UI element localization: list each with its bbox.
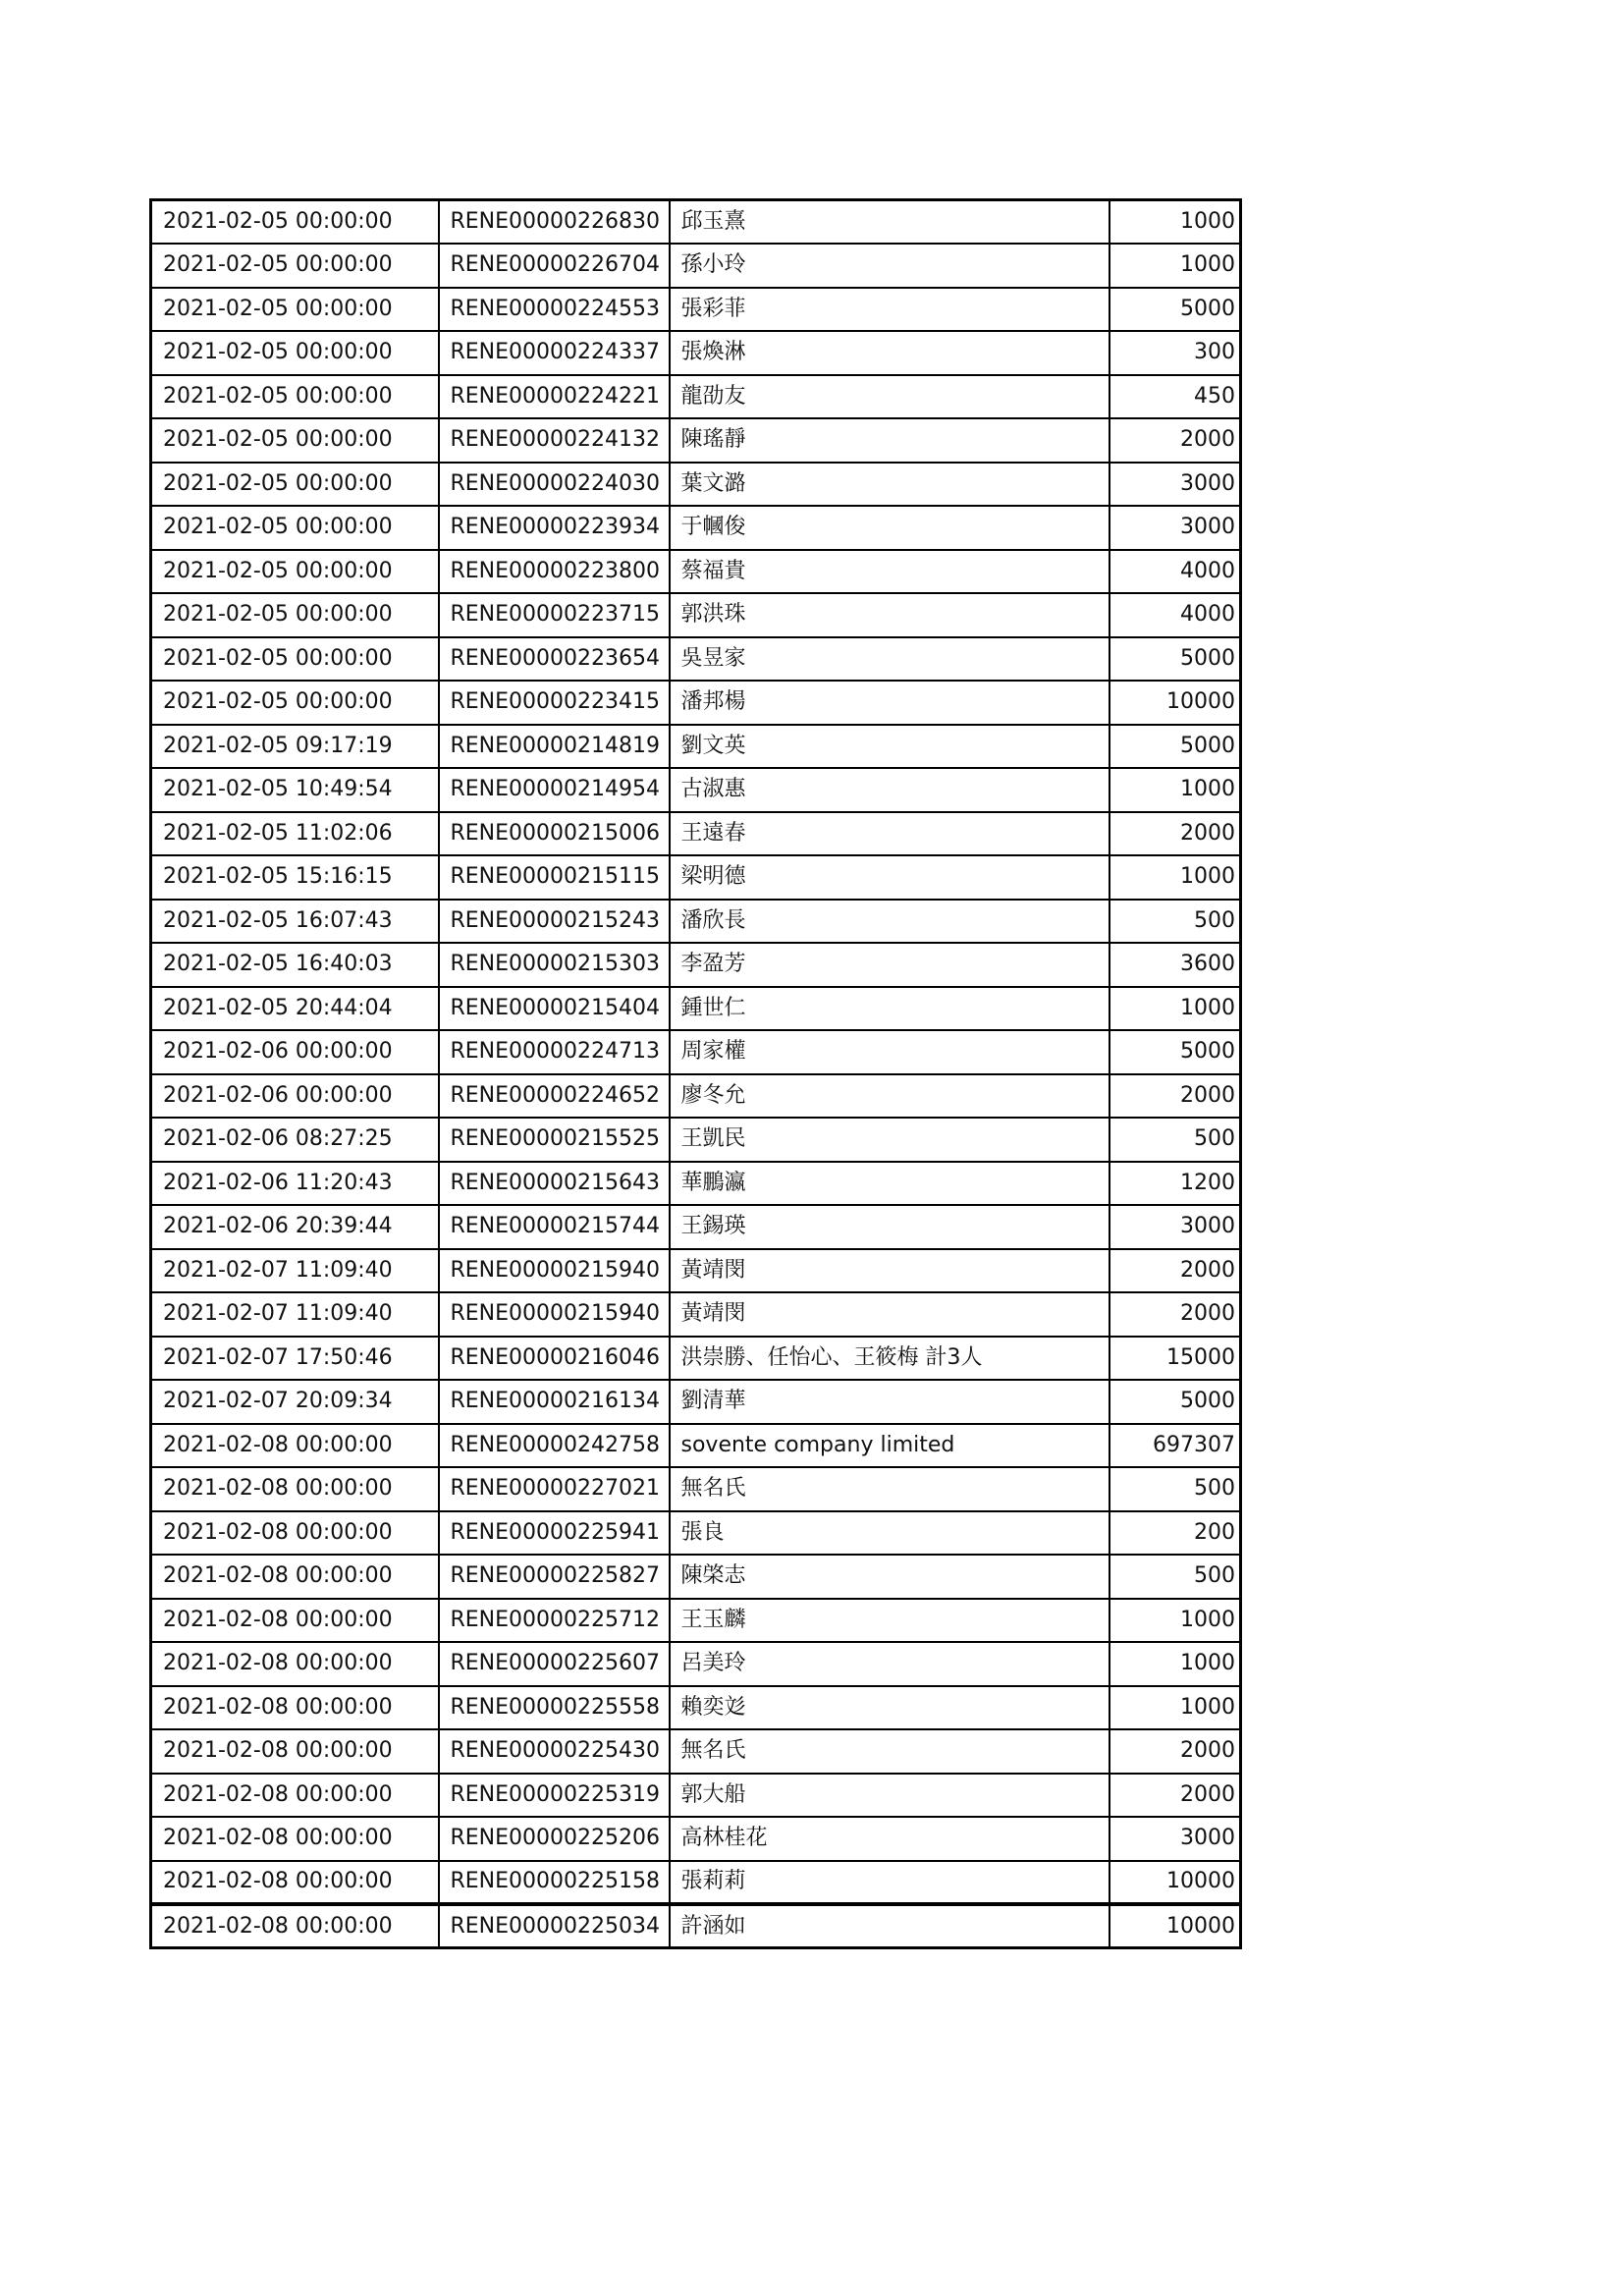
date-cell: 2021-02-07 17:50:46 — [151, 1337, 439, 1381]
reference-cell: RENE00000242758 — [439, 1424, 670, 1468]
donor-name-cell: 李盈芳 — [670, 943, 1110, 987]
reference-cell: RENE00000216046 — [439, 1337, 670, 1381]
table-row — [151, 1555, 1241, 1599]
donor-name-cell: 潘邦楊 — [670, 681, 1110, 725]
table-row — [151, 1205, 1241, 1249]
donor-name-cell: 呂美玲 — [670, 1642, 1110, 1686]
reference-cell: RENE00000226830 — [439, 200, 670, 245]
donor-name-cell: 劉文英 — [670, 725, 1110, 769]
date-cell: 2021-02-05 00:00:00 — [151, 637, 439, 682]
donor-name-cell: 洪崇勝、任怡心、王筱梅 計3人 — [670, 1337, 1110, 1381]
amount-cell: 200 — [1110, 1511, 1241, 1556]
amount-cell: 10000 — [1110, 1904, 1241, 1948]
table-row — [151, 1642, 1241, 1686]
reference-cell: RENE00000215940 — [439, 1292, 670, 1337]
amount-cell: 10000 — [1110, 1861, 1241, 1905]
table-row — [151, 418, 1241, 463]
amount-cell: 2000 — [1110, 1729, 1241, 1774]
table-row — [151, 1904, 1241, 1948]
reference-cell: RENE00000216134 — [439, 1380, 670, 1424]
date-cell: 2021-02-05 00:00:00 — [151, 331, 439, 375]
date-cell: 2021-02-07 11:09:40 — [151, 1292, 439, 1337]
donor-name-cell: 張良 — [670, 1511, 1110, 1556]
table-row — [151, 812, 1241, 856]
donor-name-cell: 黃靖閔 — [670, 1249, 1110, 1293]
donor-name-cell: 高林桂花 — [670, 1817, 1110, 1861]
date-cell: 2021-02-05 00:00:00 — [151, 550, 439, 594]
amount-cell: 2000 — [1110, 1074, 1241, 1119]
donor-name-cell: 華鵬瀛 — [670, 1162, 1110, 1206]
amount-cell: 1200 — [1110, 1162, 1241, 1206]
amount-cell: 300 — [1110, 331, 1241, 375]
table-row — [151, 943, 1241, 987]
amount-cell: 1000 — [1110, 1599, 1241, 1643]
amount-cell: 2000 — [1110, 812, 1241, 856]
date-cell: 2021-02-06 00:00:00 — [151, 1074, 439, 1119]
donor-name-cell: 張彩菲 — [670, 288, 1110, 332]
amount-cell: 3000 — [1110, 1817, 1241, 1861]
reference-cell: RENE00000225034 — [439, 1904, 670, 1948]
date-cell: 2021-02-08 00:00:00 — [151, 1904, 439, 1948]
amount-cell: 500 — [1110, 1467, 1241, 1511]
reference-cell: RENE00000215243 — [439, 900, 670, 944]
donor-name-cell: 王玉麟 — [670, 1599, 1110, 1643]
reference-cell: RENE00000223715 — [439, 593, 670, 637]
amount-cell: 1000 — [1110, 768, 1241, 812]
donor-name-cell: 于幗俊 — [670, 506, 1110, 550]
donor-name-cell: 梁明德 — [670, 855, 1110, 900]
reference-cell: RENE00000215006 — [439, 812, 670, 856]
amount-cell: 4000 — [1110, 550, 1241, 594]
reference-cell: RENE00000225158 — [439, 1861, 670, 1905]
table-row — [151, 1861, 1241, 1905]
table-row — [151, 855, 1241, 900]
amount-cell: 4000 — [1110, 593, 1241, 637]
donor-name-cell: 葉文潞 — [670, 463, 1110, 507]
date-cell: 2021-02-08 00:00:00 — [151, 1817, 439, 1861]
table-row — [151, 637, 1241, 682]
amount-cell: 2000 — [1110, 1774, 1241, 1818]
amount-cell: 2000 — [1110, 1249, 1241, 1293]
table-row — [151, 593, 1241, 637]
donor-name-cell: 黃靖閔 — [670, 1292, 1110, 1337]
amount-cell: 500 — [1110, 1555, 1241, 1599]
donor-name-cell: 無名氏 — [670, 1729, 1110, 1774]
date-cell: 2021-02-08 00:00:00 — [151, 1424, 439, 1468]
reference-cell: RENE00000225206 — [439, 1817, 670, 1861]
amount-cell: 450 — [1110, 375, 1241, 419]
date-cell: 2021-02-06 08:27:25 — [151, 1118, 439, 1162]
donor-name-cell: 郭洪珠 — [670, 593, 1110, 637]
date-cell: 2021-02-05 00:00:00 — [151, 506, 439, 550]
table-row — [151, 1118, 1241, 1162]
donor-name-cell: 陳瑤靜 — [670, 418, 1110, 463]
table-row — [151, 375, 1241, 419]
donor-name-cell: 賴奕彣 — [670, 1686, 1110, 1730]
date-cell: 2021-02-08 00:00:00 — [151, 1555, 439, 1599]
amount-cell: 10000 — [1110, 681, 1241, 725]
date-cell: 2021-02-05 00:00:00 — [151, 288, 439, 332]
donor-name-cell: 王凱民 — [670, 1118, 1110, 1162]
reference-cell: RENE00000223654 — [439, 637, 670, 682]
reference-cell: RENE00000224337 — [439, 331, 670, 375]
table-row — [151, 1511, 1241, 1556]
donor-name-cell: 許涵如 — [670, 1904, 1110, 1948]
reference-cell: RENE00000226704 — [439, 244, 670, 288]
ledger-body — [151, 200, 1241, 1948]
amount-cell: 697307 — [1110, 1424, 1241, 1468]
table-row — [151, 463, 1241, 507]
date-cell: 2021-02-08 00:00:00 — [151, 1686, 439, 1730]
date-cell: 2021-02-05 10:49:54 — [151, 768, 439, 812]
date-cell: 2021-02-05 00:00:00 — [151, 200, 439, 245]
amount-cell: 1000 — [1110, 987, 1241, 1031]
table-row — [151, 288, 1241, 332]
amount-cell: 5000 — [1110, 725, 1241, 769]
date-cell: 2021-02-05 00:00:00 — [151, 681, 439, 725]
date-cell: 2021-02-08 00:00:00 — [151, 1861, 439, 1905]
donor-name-cell: 無名氏 — [670, 1467, 1110, 1511]
table-row — [151, 550, 1241, 594]
reference-cell: RENE00000215303 — [439, 943, 670, 987]
date-cell: 2021-02-05 00:00:00 — [151, 593, 439, 637]
reference-cell: RENE00000225430 — [439, 1729, 670, 1774]
date-cell: 2021-02-05 00:00:00 — [151, 375, 439, 419]
reference-cell: RENE00000223415 — [439, 681, 670, 725]
donor-name-cell: 潘欣長 — [670, 900, 1110, 944]
donor-name-cell: 張煥淋 — [670, 331, 1110, 375]
amount-cell: 1000 — [1110, 1642, 1241, 1686]
table-row — [151, 331, 1241, 375]
reference-cell: RENE00000215404 — [439, 987, 670, 1031]
table-row — [151, 1729, 1241, 1774]
donor-name-cell: 劉清華 — [670, 1380, 1110, 1424]
table-row — [151, 1162, 1241, 1206]
table-row — [151, 1467, 1241, 1511]
reference-cell: RENE00000214954 — [439, 768, 670, 812]
donor-name-cell: 鍾世仁 — [670, 987, 1110, 1031]
date-cell: 2021-02-07 20:09:34 — [151, 1380, 439, 1424]
date-cell: 2021-02-05 00:00:00 — [151, 463, 439, 507]
table-row — [151, 1337, 1241, 1381]
amount-cell: 1000 — [1110, 244, 1241, 288]
donor-name-cell: 邱玉熹 — [670, 200, 1110, 245]
reference-cell: RENE00000215744 — [439, 1205, 670, 1249]
amount-cell: 5000 — [1110, 288, 1241, 332]
reference-cell: RENE00000224221 — [439, 375, 670, 419]
date-cell: 2021-02-05 20:44:04 — [151, 987, 439, 1031]
donation-ledger-table — [149, 198, 1242, 1949]
table-row — [151, 1074, 1241, 1119]
date-cell: 2021-02-05 09:17:19 — [151, 725, 439, 769]
donor-name-cell: 古淑惠 — [670, 768, 1110, 812]
amount-cell: 500 — [1110, 900, 1241, 944]
reference-cell: RENE00000214819 — [439, 725, 670, 769]
donor-name-cell: 孫小玲 — [670, 244, 1110, 288]
amount-cell: 1000 — [1110, 1686, 1241, 1730]
date-cell: 2021-02-05 16:07:43 — [151, 900, 439, 944]
reference-cell: RENE00000215115 — [439, 855, 670, 900]
table-row — [151, 1249, 1241, 1293]
amount-cell: 1000 — [1110, 200, 1241, 245]
table-row — [151, 681, 1241, 725]
reference-cell: RENE00000225712 — [439, 1599, 670, 1643]
donor-name-cell: 張莉莉 — [670, 1861, 1110, 1905]
reference-cell: RENE00000215525 — [439, 1118, 670, 1162]
reference-cell: RENE00000224030 — [439, 463, 670, 507]
donor-name-cell: 王錫瑛 — [670, 1205, 1110, 1249]
amount-cell: 1000 — [1110, 855, 1241, 900]
reference-cell: RENE00000225941 — [439, 1511, 670, 1556]
table-row — [151, 725, 1241, 769]
amount-cell: 5000 — [1110, 1030, 1241, 1074]
donor-name-cell: 龍劭友 — [670, 375, 1110, 419]
reference-cell: RENE00000224553 — [439, 288, 670, 332]
table-row — [151, 987, 1241, 1031]
amount-cell: 5000 — [1110, 637, 1241, 682]
donor-name-cell: 王遠春 — [670, 812, 1110, 856]
reference-cell: RENE00000215940 — [439, 1249, 670, 1293]
date-cell: 2021-02-06 11:20:43 — [151, 1162, 439, 1206]
reference-cell: RENE00000225558 — [439, 1686, 670, 1730]
table-row — [151, 1686, 1241, 1730]
reference-cell: RENE00000225827 — [439, 1555, 670, 1599]
reference-cell: RENE00000225319 — [439, 1774, 670, 1818]
table-row — [151, 1292, 1241, 1337]
reference-cell: RENE00000224713 — [439, 1030, 670, 1074]
table-row — [151, 900, 1241, 944]
reference-cell: RENE00000224132 — [439, 418, 670, 463]
table-row — [151, 244, 1241, 288]
date-cell: 2021-02-08 00:00:00 — [151, 1467, 439, 1511]
date-cell: 2021-02-05 16:40:03 — [151, 943, 439, 987]
date-cell: 2021-02-05 00:00:00 — [151, 418, 439, 463]
amount-cell: 15000 — [1110, 1337, 1241, 1381]
donor-name-cell: sovente company limited — [670, 1424, 1110, 1468]
date-cell: 2021-02-08 00:00:00 — [151, 1511, 439, 1556]
donor-name-cell: 蔡福貴 — [670, 550, 1110, 594]
date-cell: 2021-02-08 00:00:00 — [151, 1642, 439, 1686]
date-cell: 2021-02-05 00:00:00 — [151, 244, 439, 288]
amount-cell: 5000 — [1110, 1380, 1241, 1424]
table-row — [151, 1030, 1241, 1074]
donor-name-cell: 吳昱家 — [670, 637, 1110, 682]
table-row — [151, 1424, 1241, 1468]
table-row — [151, 1599, 1241, 1643]
amount-cell: 3600 — [1110, 943, 1241, 987]
date-cell: 2021-02-08 00:00:00 — [151, 1729, 439, 1774]
amount-cell: 3000 — [1110, 463, 1241, 507]
reference-cell: RENE00000215643 — [439, 1162, 670, 1206]
date-cell: 2021-02-07 11:09:40 — [151, 1249, 439, 1293]
table-row — [151, 768, 1241, 812]
reference-cell: RENE00000223800 — [439, 550, 670, 594]
table-row — [151, 506, 1241, 550]
donor-name-cell: 周家權 — [670, 1030, 1110, 1074]
amount-cell: 2000 — [1110, 418, 1241, 463]
table-row — [151, 1817, 1241, 1861]
amount-cell: 3000 — [1110, 506, 1241, 550]
table-row — [151, 200, 1241, 245]
date-cell: 2021-02-06 20:39:44 — [151, 1205, 439, 1249]
date-cell: 2021-02-05 11:02:06 — [151, 812, 439, 856]
date-cell: 2021-02-05 15:16:15 — [151, 855, 439, 900]
table-row — [151, 1774, 1241, 1818]
reference-cell: RENE00000223934 — [439, 506, 670, 550]
amount-cell: 500 — [1110, 1118, 1241, 1162]
reference-cell: RENE00000224652 — [439, 1074, 670, 1119]
donor-name-cell: 郭大船 — [670, 1774, 1110, 1818]
reference-cell: RENE00000227021 — [439, 1467, 670, 1511]
donor-name-cell: 廖冬允 — [670, 1074, 1110, 1119]
amount-cell: 3000 — [1110, 1205, 1241, 1249]
date-cell: 2021-02-06 00:00:00 — [151, 1030, 439, 1074]
donor-name-cell: 陳棨志 — [670, 1555, 1110, 1599]
amount-cell: 2000 — [1110, 1292, 1241, 1337]
reference-cell: RENE00000225607 — [439, 1642, 670, 1686]
table-row — [151, 1380, 1241, 1424]
date-cell: 2021-02-08 00:00:00 — [151, 1774, 439, 1818]
date-cell: 2021-02-08 00:00:00 — [151, 1599, 439, 1643]
